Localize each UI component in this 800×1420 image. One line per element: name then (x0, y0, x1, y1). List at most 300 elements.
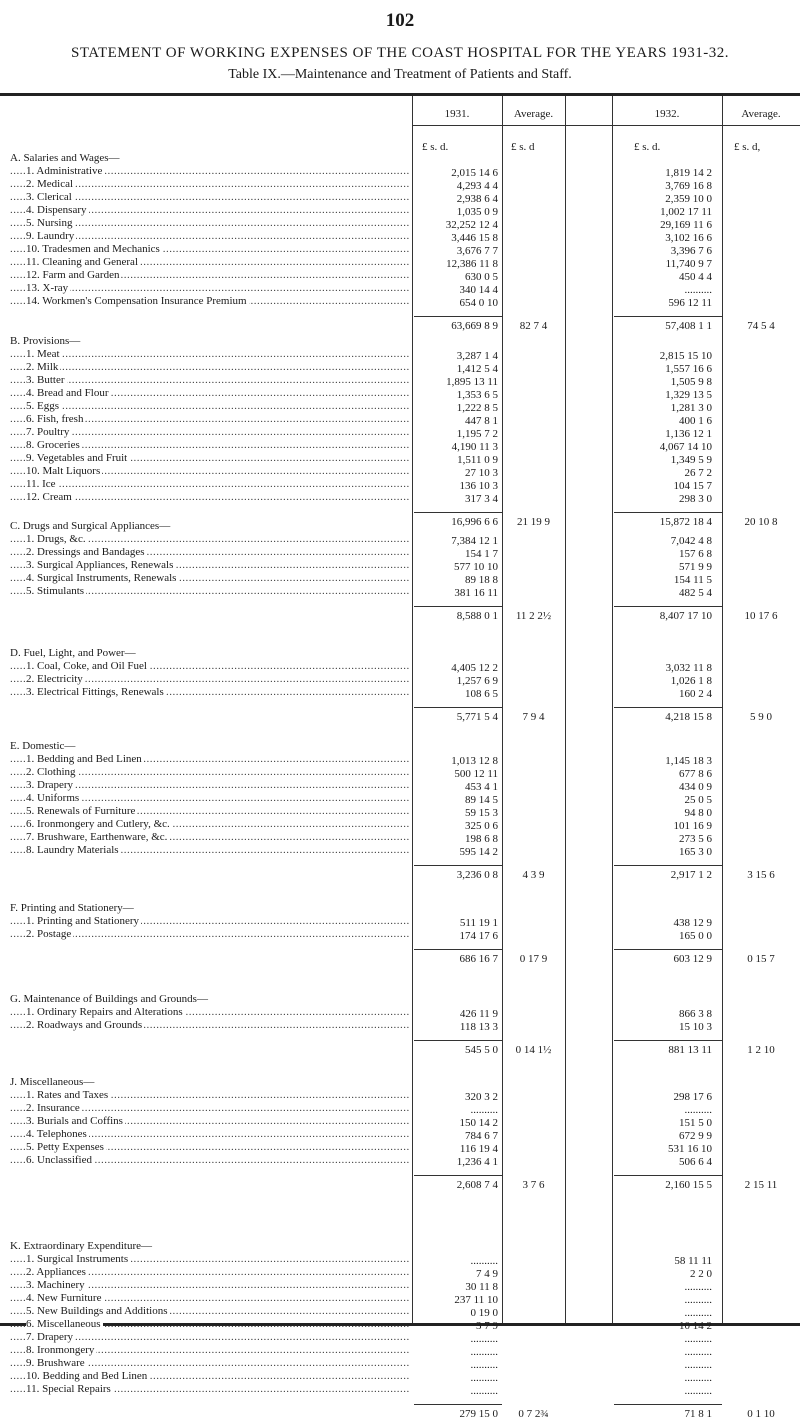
total-rule-1931 (414, 606, 502, 607)
line-item (10, 1089, 410, 1102)
amount-1931: .......... (470, 1346, 498, 1358)
line-item (10, 805, 410, 818)
line-item-label: 11. Ice (26, 478, 56, 490)
section-labels (10, 647, 410, 699)
amount-1931: .......... (470, 1104, 498, 1116)
amount-1931: 2,015 14 6 (451, 167, 498, 179)
line-item-label: 1. Administrative (26, 165, 103, 177)
line-item (10, 452, 410, 465)
line-item-label: 1. Drugs, &c. (26, 533, 86, 545)
amount-1931: 1,236 4 1 (456, 1156, 498, 1168)
col-header-1931: 1931. (444, 108, 470, 120)
section-total-1931: 545 5 0 (465, 1044, 498, 1056)
top-rule (0, 93, 800, 96)
line-item-label: 13. X-ray (26, 282, 69, 294)
line-item (10, 269, 410, 282)
amounts-1932 (620, 167, 712, 310)
line-item-label: 2. Medical (26, 178, 74, 190)
line-item-label: 1. Rates and Taxes (26, 1089, 109, 1101)
line-item (10, 478, 410, 491)
unit-label-avg-1931: £ s. d (511, 141, 535, 153)
amount-1932: 154 11 5 (673, 574, 712, 586)
amount-1932: .......... (684, 1294, 712, 1306)
line-item-label: 10. Malt Liquors (26, 465, 101, 477)
amounts-1931 (414, 662, 498, 701)
line-item (10, 204, 410, 217)
page-number: 102 (385, 10, 415, 31)
line-item (10, 585, 410, 598)
total-rule-1932 (614, 1040, 722, 1041)
amount-1932: .......... (684, 284, 712, 296)
line-item-label: 1. Surgical Instruments (26, 1253, 129, 1265)
line-item (10, 348, 410, 361)
amount-1932: 104 15 7 (673, 480, 712, 492)
section-average-1932: 3 15 6 (747, 869, 775, 881)
amount-1932: .......... (684, 1281, 712, 1293)
section-average-1932: 20 10 8 (744, 516, 778, 528)
amount-1931: 3 7 9 (476, 1320, 498, 1332)
line-item (10, 1357, 410, 1370)
section-total-1932: 57,408 1 1 (665, 320, 712, 332)
amount-1932: 596 12 11 (668, 297, 712, 309)
section-labels (10, 1076, 410, 1167)
total-rule-1931 (414, 707, 502, 708)
section-average-1931: 0 7 2¾ (518, 1408, 549, 1420)
line-item-label: 5. Nursing (26, 217, 73, 229)
amount-1932: 151 5 0 (679, 1117, 712, 1129)
total-rule-1932 (614, 949, 722, 950)
amount-1932: 1,505 9 8 (670, 376, 712, 388)
line-item (10, 1318, 410, 1331)
amount-1932: 506 6 4 (679, 1156, 712, 1168)
line-item (10, 831, 410, 844)
amount-1932: 94 8 0 (684, 807, 712, 819)
line-item (10, 1154, 410, 1167)
line-item (10, 361, 410, 374)
line-item-label: 8. Laundry Materials (26, 844, 119, 856)
amount-1932: 26 7 2 (684, 467, 712, 479)
line-item (10, 1141, 410, 1154)
column-divider (502, 96, 503, 1323)
line-item-label: 2. Clothing (26, 766, 76, 778)
amount-1931: 174 17 6 (459, 930, 498, 942)
line-item-label: 3. Burials and Coffins (26, 1115, 123, 1127)
section-title: K. Extraordinary Expenditure— (10, 1240, 153, 1252)
line-item-label: 2. Roadways and Grounds (26, 1019, 143, 1031)
amount-1931: 32,252 12 4 (445, 219, 498, 231)
total-rule-1932 (614, 316, 722, 317)
amounts-1931 (414, 1091, 498, 1169)
line-item (10, 766, 410, 779)
amount-1931: 1,035 0 9 (456, 206, 498, 218)
section-average-1932: 5 9 0 (750, 711, 772, 723)
line-item (10, 1102, 410, 1115)
amount-1931: 89 14 5 (465, 794, 498, 806)
line-item (10, 1115, 410, 1128)
amount-1932: 11,740 9 7 (665, 258, 712, 270)
section-total-1931: 279 15 0 (459, 1408, 498, 1420)
line-item-label: 1. Ordinary Repairs and Alterations (26, 1006, 183, 1018)
section-average-1931: 4 3 9 (522, 869, 545, 881)
line-item (10, 165, 410, 178)
amount-1932: 3,032 11 8 (665, 662, 712, 674)
amount-1931: 381 16 11 (454, 587, 498, 599)
amount-1931: 340 14 4 (459, 284, 498, 296)
section-average-1931: 82 7 4 (519, 320, 548, 332)
amount-1931: 1,353 6 5 (456, 389, 498, 401)
total-rule-1931 (414, 512, 502, 513)
amount-1932: .......... (684, 1346, 712, 1358)
line-item-label: 9. Vegetables and Fruit (26, 452, 128, 464)
line-item (10, 1253, 410, 1266)
line-item (10, 1266, 410, 1279)
line-item (10, 217, 410, 230)
unit-label-1931: £ s. d. (422, 141, 449, 153)
line-item (10, 1344, 410, 1357)
amount-1932: 1,557 16 6 (665, 363, 712, 375)
amount-1931: .......... (470, 1359, 498, 1371)
amount-1931: 2,938 6 4 (456, 193, 498, 205)
section-total-1931: 2,608 7 4 (456, 1179, 498, 1191)
amounts-1931 (414, 755, 498, 859)
amount-1932: 1,026 1 8 (670, 675, 712, 687)
section-total-1931: 3,236 0 8 (456, 869, 498, 881)
amount-1932: 3,396 7 6 (670, 245, 712, 257)
col-header-1932: 1932. (654, 108, 680, 120)
unit-label-avg-1932: £ s. d, (734, 141, 761, 153)
amounts-1932 (620, 535, 712, 600)
amount-1932: 298 17 6 (673, 1091, 712, 1103)
line-item-label: 3. Electrical Fittings, Renewals (26, 686, 164, 698)
section-labels (10, 993, 410, 1032)
total-rule-1931 (414, 1175, 502, 1176)
amounts-1931 (414, 1255, 498, 1398)
line-item-label: 10. Tradesmen and Mechanics (26, 243, 160, 255)
line-item-label: 4. New Furniture (26, 1292, 102, 1304)
amount-1931: 1,412 5 4 (456, 363, 498, 375)
amount-1931: 595 14 2 (459, 846, 498, 858)
section-labels (10, 1240, 410, 1396)
amount-1931: 108 6 5 (465, 688, 498, 700)
amount-1931: 1,895 13 11 (446, 376, 498, 388)
amount-1932: 4,067 14 10 (659, 441, 712, 453)
section-total-1932: 4,218 15 8 (665, 711, 712, 723)
amount-1931: .......... (470, 1372, 498, 1384)
line-item-label: 6. Unclassified (26, 1154, 92, 1166)
line-item-label: 8. Ironmongery (26, 1344, 95, 1356)
amount-1931: 3,676 7 7 (456, 245, 498, 257)
column-divider (412, 96, 413, 1323)
line-item-label: 5. Eggs (26, 400, 59, 412)
section-total-1931: 63,669 8 9 (451, 320, 498, 332)
amount-1932: 1,329 13 5 (665, 389, 712, 401)
line-item (10, 844, 410, 857)
section-average-1932: 2 15 11 (744, 1179, 778, 1191)
amount-1932: 2,359 10 0 (665, 193, 712, 205)
amount-1931: 150 14 2 (459, 1117, 498, 1129)
amount-1931: 1,222 8 5 (456, 402, 498, 414)
line-item-label: 3. Drapery (26, 779, 74, 791)
section-average-1931: 0 17 9 (519, 953, 548, 965)
section-average-1932: 1 2 10 (747, 1044, 775, 1056)
column-divider (565, 96, 566, 1323)
total-rule-1931 (414, 1040, 502, 1041)
amount-1931: .......... (470, 1385, 498, 1397)
amount-1932: 1,136 12 1 (665, 428, 712, 440)
col-header-average-1931: Average. (513, 108, 554, 120)
amount-1932: 672 9 9 (679, 1130, 712, 1142)
amount-1931: 447 8 1 (465, 415, 498, 427)
amounts-1932 (620, 350, 712, 506)
amount-1932: 866 3 8 (679, 1008, 712, 1020)
amount-1931: 4,405 12 2 (451, 662, 498, 674)
section-total-1932: 8,407 17 10 (659, 610, 712, 622)
line-item-label: 2. Insurance (26, 1102, 80, 1114)
line-item-label: 1. Meat (26, 348, 60, 360)
section-labels (10, 740, 410, 857)
amount-1932: 29,169 11 6 (660, 219, 712, 231)
amount-1932: 434 0 9 (679, 781, 712, 793)
line-item-label: 3. Machinery (26, 1279, 85, 1291)
line-item (10, 559, 410, 572)
section-labels (10, 520, 410, 598)
section-labels (10, 152, 410, 308)
amount-1932: 273 5 6 (679, 833, 712, 845)
amount-1931: 317 3 4 (465, 493, 498, 505)
line-item-label: 3. Butter (26, 374, 65, 386)
amounts-1931 (414, 1008, 498, 1034)
line-item-label: 9. Brushware (26, 1357, 85, 1369)
line-item-label: 9. Laundry (26, 230, 75, 242)
amount-1932: 165 0 0 (679, 930, 712, 942)
amount-1931: 7,384 12 1 (451, 535, 498, 547)
column-divider (722, 96, 723, 1323)
line-item (10, 491, 410, 504)
amount-1932: 1,349 5 9 (670, 454, 712, 466)
total-rule-1932 (614, 1404, 722, 1405)
amount-1931: 136 10 3 (459, 480, 498, 492)
line-item (10, 818, 410, 831)
amount-1931: 1,195 7 2 (456, 428, 498, 440)
line-item-label: 6. Miscellaneous (26, 1318, 101, 1330)
column-divider (612, 96, 613, 1323)
amount-1932: 1,819 14 2 (665, 167, 712, 179)
line-item-label: 4. Telephones (26, 1128, 87, 1140)
section-average-1931: 7 9 4 (522, 711, 545, 723)
page-title: STATEMENT OF WORKING EXPENSES OF THE COAST HOSPITAL FOR THE YEARS 1931-32. (71, 45, 729, 61)
amount-1931: .......... (470, 1255, 498, 1267)
amount-1931: 116 19 4 (459, 1143, 498, 1155)
section-title: C. Drugs and Surgical Appliances— (10, 520, 171, 532)
amount-1932: .......... (684, 1104, 712, 1116)
line-item (10, 1279, 410, 1292)
section-total-1931: 16,996 6 6 (451, 516, 498, 528)
amount-1932: 3,769 16 8 (665, 180, 712, 192)
amount-1932: 160 2 4 (679, 688, 712, 700)
section-average-1932: 10 17 6 (744, 610, 778, 622)
section-average-1932: 74 5 4 (747, 320, 775, 332)
line-item-label: 4. Surgical Instruments, Renewals (26, 572, 177, 584)
section-total-1932: 71 8 1 (684, 1408, 712, 1420)
line-item (10, 1383, 410, 1396)
total-rule-1932 (614, 707, 722, 708)
amount-1931: 325 0 6 (465, 820, 498, 832)
line-item (10, 660, 410, 673)
amount-1932: 450 4 4 (679, 271, 712, 283)
section-total-1932: 603 12 9 (673, 953, 712, 965)
line-item-label: 1. Bedding and Bed Linen (26, 753, 142, 765)
line-item-label: 12. Farm and Garden (26, 269, 120, 281)
section-title: F. Printing and Stationery— (10, 902, 134, 914)
amounts-1932 (620, 1255, 712, 1398)
total-rule-1932 (614, 606, 722, 607)
amount-1931: .......... (470, 1333, 498, 1345)
line-item-label: 6. Ironmongery and Cutlery, &c. (26, 818, 170, 830)
amount-1932: .......... (684, 1333, 712, 1345)
amount-1931: 630 0 5 (465, 271, 498, 283)
total-rule-1931 (414, 316, 502, 317)
unit-label-1932: £ s. d. (634, 141, 661, 153)
amount-1931: 3,287 1 4 (456, 350, 498, 362)
amount-1932: 298 3 0 (679, 493, 712, 505)
line-item (10, 465, 410, 478)
line-item (10, 387, 410, 400)
amount-1932: 400 1 6 (679, 415, 712, 427)
line-item-label: 2. Appliances (26, 1266, 86, 1278)
amount-1931: 59 15 3 (465, 807, 498, 819)
line-item-label: 12. Cream (26, 491, 72, 503)
line-item-label: 2. Dressings and Bandages (26, 546, 145, 558)
section-title: A. Salaries and Wages— (10, 152, 120, 164)
amounts-1932 (620, 917, 712, 943)
amount-1931: 320 3 2 (465, 1091, 498, 1103)
section-title: B. Provisions— (10, 335, 81, 347)
line-item-label: 8. Groceries (26, 439, 80, 451)
amount-1931: 4,190 11 3 (451, 441, 498, 453)
amount-1932: 677 8 6 (679, 768, 712, 780)
line-item (10, 282, 410, 295)
line-item (10, 413, 410, 426)
amount-1931: 237 11 10 (454, 1294, 498, 1306)
line-item-label: 11. Cleaning and General (26, 256, 138, 268)
amount-1931: 30 11 8 (465, 1281, 498, 1293)
amounts-1931 (414, 350, 498, 506)
amount-1931: 1,257 6 9 (456, 675, 498, 687)
section-average-1931: 3 7 6 (522, 1179, 545, 1191)
section-total-1931: 8,588 0 1 (456, 610, 498, 622)
line-item-label: 2. Milk (26, 361, 59, 373)
line-item-label: 1. Coal, Coke, and Oil Fuel (26, 660, 147, 672)
line-item-label: 7. Poultry (26, 426, 70, 438)
line-item-label: 3. Surgical Appliances, Renewals (26, 559, 174, 571)
amount-1932: 1,281 3 0 (670, 402, 712, 414)
amount-1932: 25 0 5 (684, 794, 712, 806)
amounts-1931 (414, 167, 498, 310)
amount-1932: 3,102 16 6 (665, 232, 712, 244)
line-item-label: 4. Bread and Flour (26, 387, 109, 399)
line-item (10, 426, 410, 439)
total-rule-1932 (614, 1175, 722, 1176)
amount-1931: 784 6 7 (465, 1130, 498, 1142)
line-item-label: 14. Workmen's Compensation Insurance Premium (26, 295, 247, 307)
line-item-label: 6. Fish, fresh (26, 413, 84, 425)
line-item (10, 256, 410, 269)
line-item-label: 7. Brushware, Earthenware, &c. (26, 831, 168, 843)
amount-1931: 89 18 8 (465, 574, 498, 586)
section-labels (10, 335, 410, 504)
line-item (10, 779, 410, 792)
line-item (10, 1006, 410, 1019)
amount-1931: 654 0 10 (459, 297, 498, 309)
line-item (10, 546, 410, 559)
amount-1931: 453 4 1 (465, 781, 498, 793)
amount-1931: 577 10 10 (454, 561, 498, 573)
line-item-label: 5. Petty Expenses (26, 1141, 104, 1153)
amounts-1932 (620, 662, 712, 701)
section-average-1932: 0 1 10 (747, 1408, 775, 1420)
line-item-label: 7. Drapery (26, 1331, 74, 1343)
section-total-1932: 881 13 11 (668, 1044, 712, 1056)
total-rule-1932 (614, 512, 722, 513)
amount-1931: 500 12 11 (454, 768, 498, 780)
amount-1932: .......... (684, 1307, 712, 1319)
line-item (10, 572, 410, 585)
amounts-1932 (620, 1091, 712, 1169)
header-rule (412, 125, 800, 126)
total-rule-1932 (614, 865, 722, 866)
amount-1932: 1,145 18 3 (665, 755, 712, 767)
line-item (10, 191, 410, 204)
section-total-1932: 2,160 15 5 (665, 1179, 712, 1191)
amount-1932: 58 11 11 (674, 1255, 712, 1267)
line-item-label: 11. Special Repairs (26, 1383, 111, 1395)
amount-1932: 531 16 10 (668, 1143, 712, 1155)
amount-1931: 1,511 0 9 (457, 454, 498, 466)
line-item (10, 1305, 410, 1318)
line-item (10, 439, 410, 452)
section-average-1932: 0 15 7 (747, 953, 775, 965)
line-item (10, 753, 410, 766)
section-total-1932: 15,872 18 4 (659, 516, 712, 528)
amount-1931: 3,446 15 8 (451, 232, 498, 244)
line-item-label: 4. Dispensary (26, 204, 87, 216)
line-item (10, 1331, 410, 1344)
amount-1931: 426 11 9 (459, 1008, 498, 1020)
line-item (10, 1292, 410, 1305)
section-total-1931: 686 16 7 (459, 953, 498, 965)
line-item (10, 230, 410, 243)
amount-1931: 198 6 8 (465, 833, 498, 845)
amount-1932: 101 16 9 (673, 820, 712, 832)
total-rule-1931 (414, 865, 502, 866)
line-item (10, 374, 410, 387)
section-title: J. Miscellaneous— (10, 1076, 95, 1088)
amount-1932: 438 12 9 (673, 917, 712, 929)
line-item (10, 928, 410, 941)
amount-1932: 165 3 0 (679, 846, 712, 858)
line-item-label: 5. Stimulants (26, 585, 85, 597)
section-title: G. Maintenance of Buildings and Grounds— (10, 993, 208, 1005)
line-item (10, 915, 410, 928)
line-item-label: 2. Electricity (26, 673, 83, 685)
line-item (10, 686, 410, 699)
line-item (10, 1370, 410, 1383)
amount-1932: 10 14 2 (679, 1320, 712, 1332)
line-item-label: 1. Printing and Stationery (26, 915, 140, 927)
line-item (10, 243, 410, 256)
amounts-1931 (414, 535, 498, 600)
amount-1932: .......... (684, 1359, 712, 1371)
